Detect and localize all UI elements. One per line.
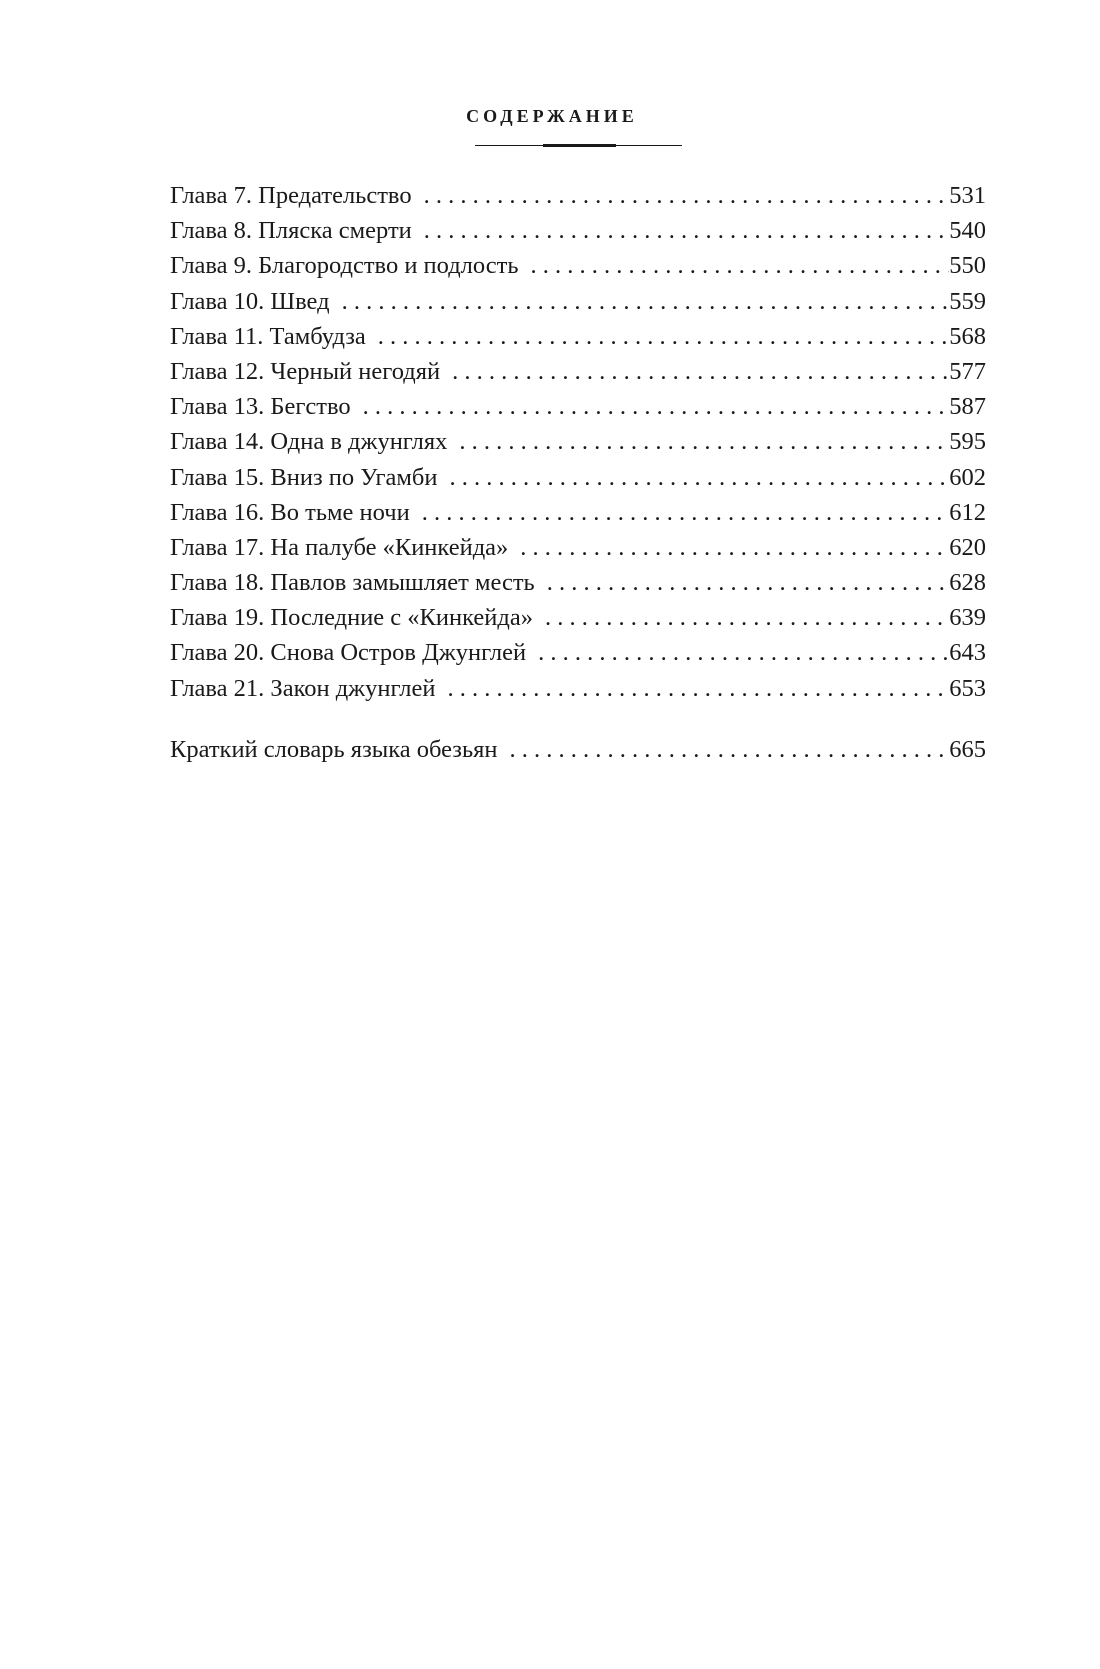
toc-entry[interactable] bbox=[170, 248, 986, 283]
toc-entry[interactable] bbox=[170, 600, 986, 635]
dot-leader bbox=[363, 389, 950, 424]
toc-entry-page: 568 bbox=[949, 322, 986, 350]
dot-leader bbox=[459, 424, 949, 459]
toc-entry-title: Глава 21. Закон джунглей bbox=[170, 671, 447, 706]
dot-leader bbox=[510, 732, 950, 767]
toc-entry-page: 639 bbox=[949, 604, 986, 632]
toc-entry[interactable] bbox=[170, 354, 986, 389]
toc-entry-page: 612 bbox=[949, 498, 986, 526]
toc-entry-title: Глава 16. Во тьме ночи bbox=[170, 495, 422, 530]
dot-leader bbox=[449, 460, 949, 495]
toc-entry-title: Глава 12. Черный негодяй bbox=[170, 354, 452, 389]
toc-entry[interactable] bbox=[170, 460, 986, 495]
dot-leader bbox=[447, 671, 949, 706]
header-rule-accent bbox=[543, 144, 616, 147]
dot-leader bbox=[342, 284, 950, 319]
toc-entry-page: 587 bbox=[949, 393, 986, 421]
toc-entry-page: 653 bbox=[949, 674, 986, 702]
toc-entry[interactable] bbox=[170, 495, 986, 530]
toc-entry-title: Глава 15. Вниз по Угамби bbox=[170, 460, 449, 495]
toc-appendix-entry[interactable] bbox=[170, 732, 986, 767]
dot-leader bbox=[424, 213, 949, 248]
toc-entry-page: 595 bbox=[949, 428, 986, 456]
toc-entry-page: 540 bbox=[949, 217, 986, 245]
toc-entry[interactable] bbox=[170, 671, 986, 706]
dot-leader bbox=[531, 248, 950, 283]
toc-entry-title: Глава 7. Предательство bbox=[170, 178, 424, 213]
toc-entry-page: 620 bbox=[949, 533, 986, 561]
toc-entry[interactable] bbox=[170, 213, 986, 248]
toc-entry-page: 550 bbox=[949, 252, 986, 280]
toc-entry-page: 577 bbox=[949, 357, 986, 385]
toc-entry[interactable] bbox=[170, 319, 986, 354]
dot-leader bbox=[452, 354, 949, 389]
toc-entry-page: 559 bbox=[949, 287, 986, 315]
toc-entry-title: Глава 9. Благородство и подлость bbox=[170, 248, 531, 283]
toc-entry-title: Глава 18. Павлов замышляет месть bbox=[170, 565, 547, 600]
toc-entry-title: Глава 13. Бегство bbox=[170, 389, 363, 424]
toc-entry-page: 602 bbox=[949, 463, 986, 491]
toc-entry-page: 628 bbox=[949, 569, 986, 597]
dot-leader bbox=[545, 600, 949, 635]
section-gap bbox=[170, 706, 986, 732]
toc-entry[interactable] bbox=[170, 178, 986, 213]
dot-leader bbox=[422, 495, 950, 530]
toc-entry-title: Глава 20. Снова Остров Джунглей bbox=[170, 635, 538, 670]
dot-leader bbox=[547, 565, 950, 600]
toc-entry-page: 531 bbox=[949, 182, 986, 209]
dot-leader bbox=[378, 319, 949, 354]
toc-entry-page: 665 bbox=[949, 735, 986, 763]
dot-leader bbox=[520, 530, 949, 565]
toc-entry-title: Глава 8. Пляска смерти bbox=[170, 213, 424, 248]
toc-entry-page: 643 bbox=[949, 639, 986, 667]
toc-entry[interactable] bbox=[170, 635, 986, 670]
dot-leader bbox=[538, 635, 949, 670]
table-of-contents bbox=[170, 178, 986, 767]
toc-entry[interactable] bbox=[170, 565, 986, 600]
toc-entry[interactable] bbox=[170, 284, 986, 319]
toc-entry-title: Глава 17. На палубе «Кинкейда» bbox=[170, 530, 520, 565]
toc-entry[interactable] bbox=[170, 530, 986, 565]
toc-entry[interactable] bbox=[170, 424, 986, 459]
toc-entry-title: Глава 19. Последние с «Кинкейда» bbox=[170, 600, 545, 635]
toc-entry[interactable] bbox=[170, 389, 986, 424]
dot-leader bbox=[424, 178, 950, 213]
page-header bbox=[0, 106, 1100, 127]
toc-entry-title: Глава 10. Швед bbox=[170, 284, 342, 319]
page-title: СОДЕРЖАНИЕ bbox=[466, 106, 638, 126]
toc-entry-title: Глава 11. Тамбудза bbox=[170, 319, 378, 354]
toc-entry-title: Глава 14. Одна в джунглях bbox=[170, 424, 459, 459]
toc-entry-title: Краткий словарь языка обезьян bbox=[170, 732, 510, 767]
